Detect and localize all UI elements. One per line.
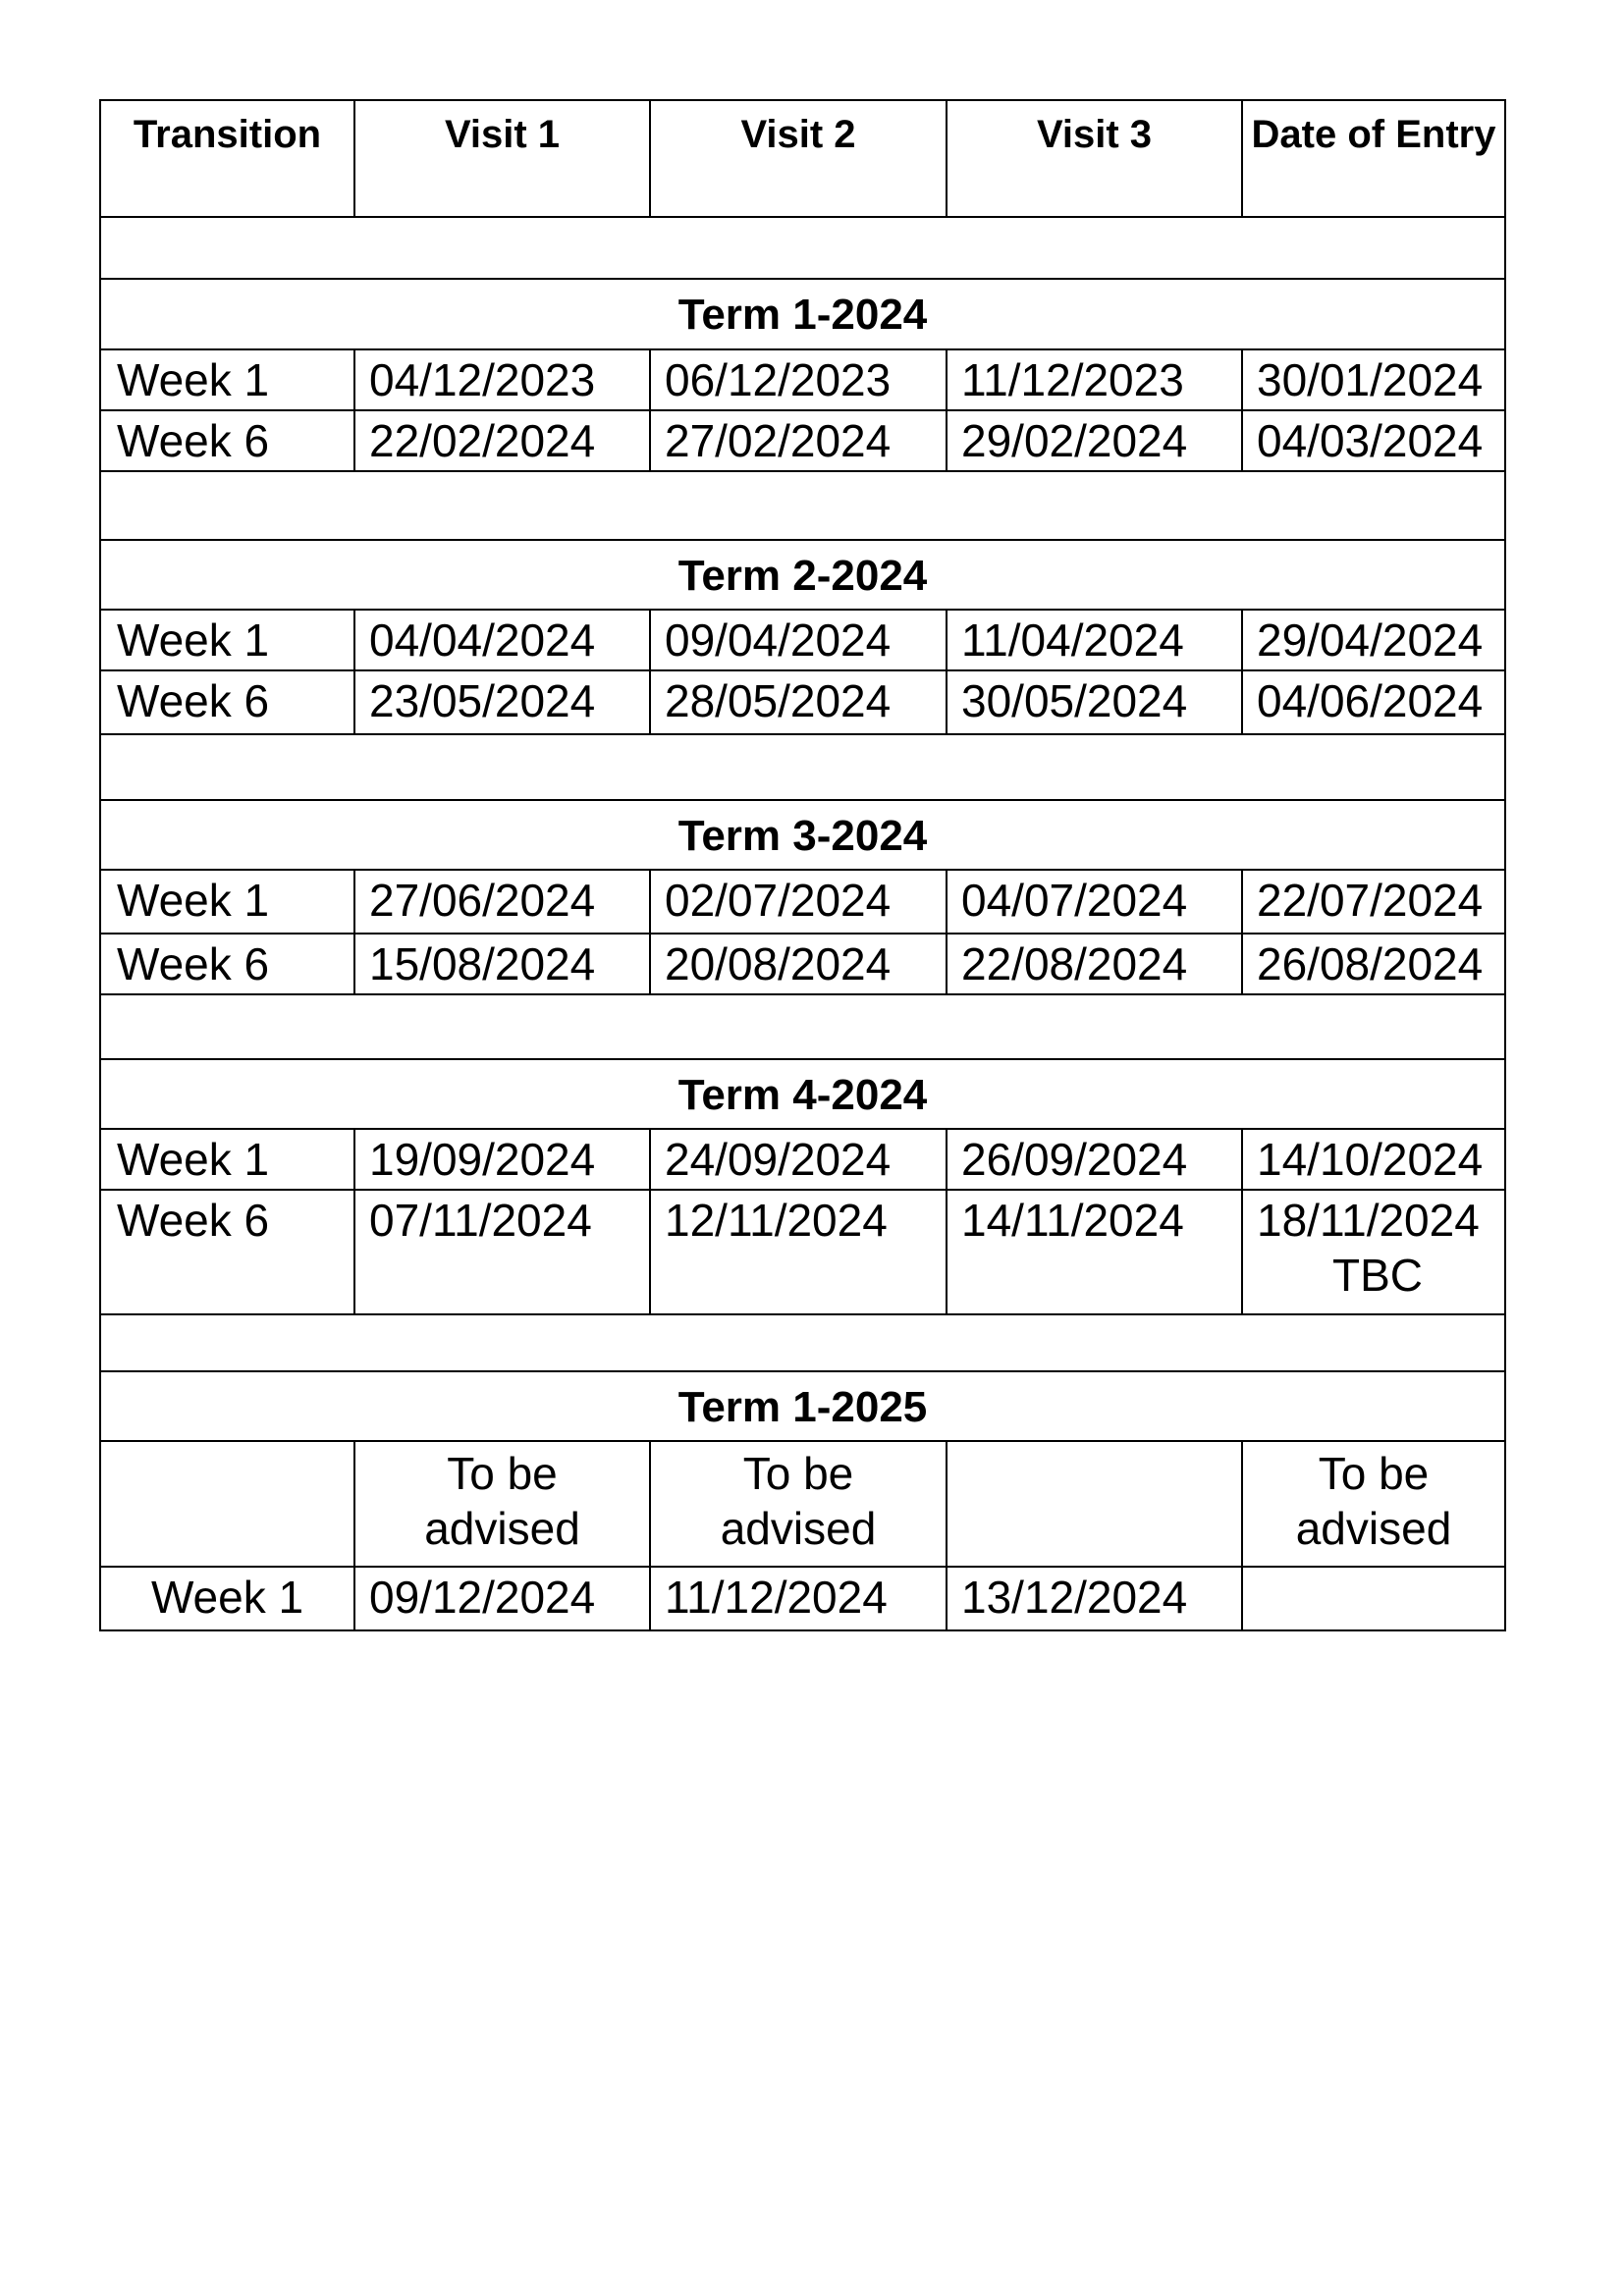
visit2-date-cell: 11/12/2024	[650, 1567, 947, 1630]
entry-date: 18/11/2024	[1257, 1195, 1480, 1246]
entry-date-cell: 30/01/2024	[1242, 349, 1505, 410]
spacer-row	[100, 994, 1505, 1059]
spacer-cell	[100, 1314, 1505, 1371]
table-row	[100, 1190, 1505, 1314]
visit2-date-cell: 06/12/2023	[650, 349, 947, 410]
spacer-row	[100, 217, 1505, 279]
week-label-cell: Week 6	[100, 410, 354, 471]
visit3-date-cell: 26/09/2024	[947, 1129, 1242, 1190]
table-row	[100, 1129, 1505, 1190]
visit1-date-cell: 04/12/2023	[354, 349, 650, 410]
visit2-date-cell: 28/05/2024	[650, 670, 947, 734]
table-row	[100, 670, 1505, 734]
term-title-1-2024: Term 1-2024	[100, 279, 1505, 349]
table-row	[100, 870, 1505, 934]
visit3-date-cell: 29/02/2024	[947, 410, 1242, 471]
tba-text: To be advised	[720, 1448, 877, 1554]
header-cell-visit3: Visit 3	[947, 100, 1242, 217]
visit2-tba-cell	[650, 1441, 947, 1567]
table-row	[100, 1567, 1505, 1630]
header-cell-transition: Transition	[100, 100, 354, 217]
visit1-date-cell: 22/02/2024	[354, 410, 650, 471]
term-title-4-2024: Term 4-2024	[100, 1059, 1505, 1129]
header-cell-visit1: Visit 1	[354, 100, 650, 217]
entry-date-cell: 22/07/2024	[1242, 870, 1505, 934]
week-label-cell: Week 1	[100, 610, 354, 670]
entry-date-cell: 04/06/2024	[1242, 670, 1505, 734]
entry-date-cell	[1242, 1190, 1505, 1314]
spacer-cell	[100, 217, 1505, 279]
visit3-date-cell: 30/05/2024	[947, 670, 1242, 734]
visit3-empty-cell	[947, 1441, 1242, 1567]
visit2-date-cell: 24/09/2024	[650, 1129, 947, 1190]
visit3-date-cell: 22/08/2024	[947, 934, 1242, 994]
visit1-tba-cell	[354, 1441, 650, 1567]
spacer-row	[100, 471, 1505, 540]
entry-date-cell: 26/08/2024	[1242, 934, 1505, 994]
entry-date-cell: 14/10/2024	[1242, 1129, 1505, 1190]
entry-tba-cell	[1242, 1441, 1505, 1567]
term-title-1-2025: Term 1-2025	[100, 1371, 1505, 1441]
week-label-cell: Week 1	[100, 1567, 354, 1630]
table-row	[100, 610, 1505, 670]
visit2-date-cell: 12/11/2024	[650, 1190, 947, 1314]
week-label-cell: Week 6	[100, 670, 354, 734]
spacer-cell	[100, 994, 1505, 1059]
table-row	[100, 1441, 1505, 1567]
visit1-date-cell: 15/08/2024	[354, 934, 650, 994]
visit3-date-cell: 11/04/2024	[947, 610, 1242, 670]
visit3-date-cell: 04/07/2024	[947, 870, 1242, 934]
term-title-2-2024: Term 2-2024	[100, 540, 1505, 610]
spacer-cell	[100, 471, 1505, 540]
week-label-cell: Week 1	[100, 349, 354, 410]
visit2-date-cell: 02/07/2024	[650, 870, 947, 934]
term-title-row	[100, 800, 1505, 870]
visit2-date-cell: 09/04/2024	[650, 610, 947, 670]
visit1-date-cell: 27/06/2024	[354, 870, 650, 934]
visit2-date-cell: 20/08/2024	[650, 934, 947, 994]
tba-text: To be advised	[424, 1448, 580, 1554]
header-row	[100, 100, 1505, 217]
visit1-date-cell: 19/09/2024	[354, 1129, 650, 1190]
visit1-date-cell: 09/12/2024	[354, 1567, 650, 1630]
visit3-date-cell: 13/12/2024	[947, 1567, 1242, 1630]
transition-schedule-table	[99, 99, 1506, 1631]
header-cell-date-of-entry: Date of Entry	[1242, 100, 1505, 217]
spacer-cell	[100, 734, 1505, 800]
term-title-row	[100, 1371, 1505, 1441]
term-title-row	[100, 1059, 1505, 1129]
term-title-row	[100, 540, 1505, 610]
spacer-row	[100, 734, 1505, 800]
visit2-date-cell: 27/02/2024	[650, 410, 947, 471]
entry-date-cell: 29/04/2024	[1242, 610, 1505, 670]
table-row	[100, 934, 1505, 994]
tbc-note: TBC	[1332, 1250, 1423, 1301]
visit3-date-cell: 11/12/2023	[947, 349, 1242, 410]
week-label-cell: Week 1	[100, 870, 354, 934]
tba-text: To be advised	[1295, 1448, 1452, 1554]
visit3-date-cell: 14/11/2024	[947, 1190, 1242, 1314]
visit1-date-cell: 23/05/2024	[354, 670, 650, 734]
entry-date-cell: 04/03/2024	[1242, 410, 1505, 471]
table-row	[100, 349, 1505, 410]
visit1-date-cell: 07/11/2024	[354, 1190, 650, 1314]
table-row	[100, 410, 1505, 471]
header-cell-visit2: Visit 2	[650, 100, 947, 217]
week-label-cell: Week 1	[100, 1129, 354, 1190]
spacer-row	[100, 1314, 1505, 1371]
week-label-cell: Week 6	[100, 934, 354, 994]
visit1-date-cell: 04/04/2024	[354, 610, 650, 670]
term-title-3-2024: Term 3-2024	[100, 800, 1505, 870]
term-title-row	[100, 279, 1505, 349]
week-label-cell	[100, 1441, 354, 1567]
entry-empty-cell	[1242, 1567, 1505, 1630]
week-label-cell: Week 6	[100, 1190, 354, 1314]
